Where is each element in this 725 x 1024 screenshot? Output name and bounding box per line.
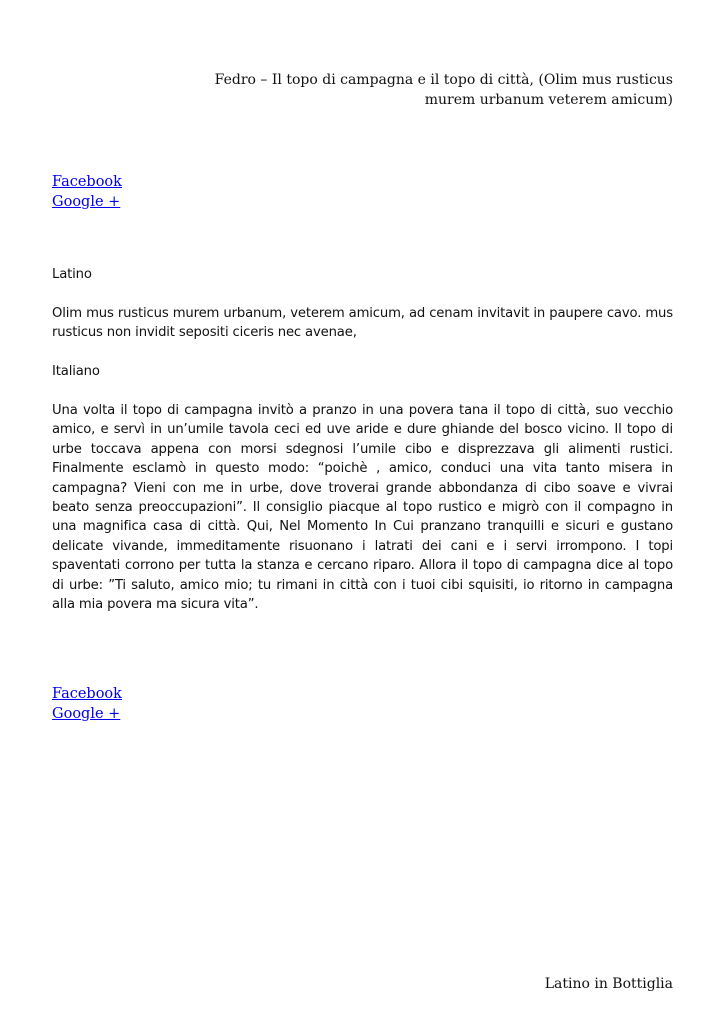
google-plus-share-link[interactable]: Google + xyxy=(52,193,121,210)
latin-paragraph: Olim mus rusticus murem urbanum, veterem amicum, ad cenam invitavit in paupere cavo. mus rusticus non invidit sepositi ciceris nec avenae, xyxy=(52,306,673,341)
facebook-share-link[interactable]: Facebook xyxy=(52,686,122,702)
italian-text xyxy=(52,401,673,614)
italian-paragraph: Una volta il topo di campagna invitò a pranzo in una povera tana il topo di città, suo vecchio amico, e servì in un’umile tavola ceci ed uve aride e dure ghiande del bosco vicino. Il topo di urbe toccava appena con morsi sdegnosi l’umile cibo e disprezzava gli alimenti rustici. Finalmente esclamò in questo modo: “poichè , amico, conduci una vita tanto misera in campagna? Vieni con me in urbe, dove troverai grande abbondanza di cibo soave e vivrai beato senza preoccupazioni”. Il consiglio piacque al topo rustico e migrò con il compagno in una magnifica casa di città. Qui, Nel Momento In Cui pranzano tranquilli e sicuri e gustano delicate vivande, immeditamente risuonano i latrati dei cani e i servi irrompono. I topi spaventati corrono per tutta la stanza e cercano riparo. Allora il topo di campagna dice al topo di urbe: ”Ti saluto, amico mio; tu rimani in città con i tuoi cibi squisiti, io ritorno in campagna alla mia povera ma sicura vita”. xyxy=(52,403,673,613)
google-plus-share-link[interactable]: Google + xyxy=(52,705,121,722)
share-links-top xyxy=(52,173,122,212)
footer-site-name: Latino in Bottiglia xyxy=(544,976,673,992)
italian-section-label: Italiano xyxy=(52,364,100,379)
page-title: Fedro – Il topo di campagna e il topo di città, (Olim mus rusticus murem urbanum veterem amicum) xyxy=(214,72,673,108)
share-links-bottom xyxy=(52,685,122,724)
latin-text xyxy=(52,304,673,343)
latin-section-label: Latino xyxy=(52,267,92,282)
facebook-share-link[interactable]: Facebook xyxy=(52,174,122,190)
